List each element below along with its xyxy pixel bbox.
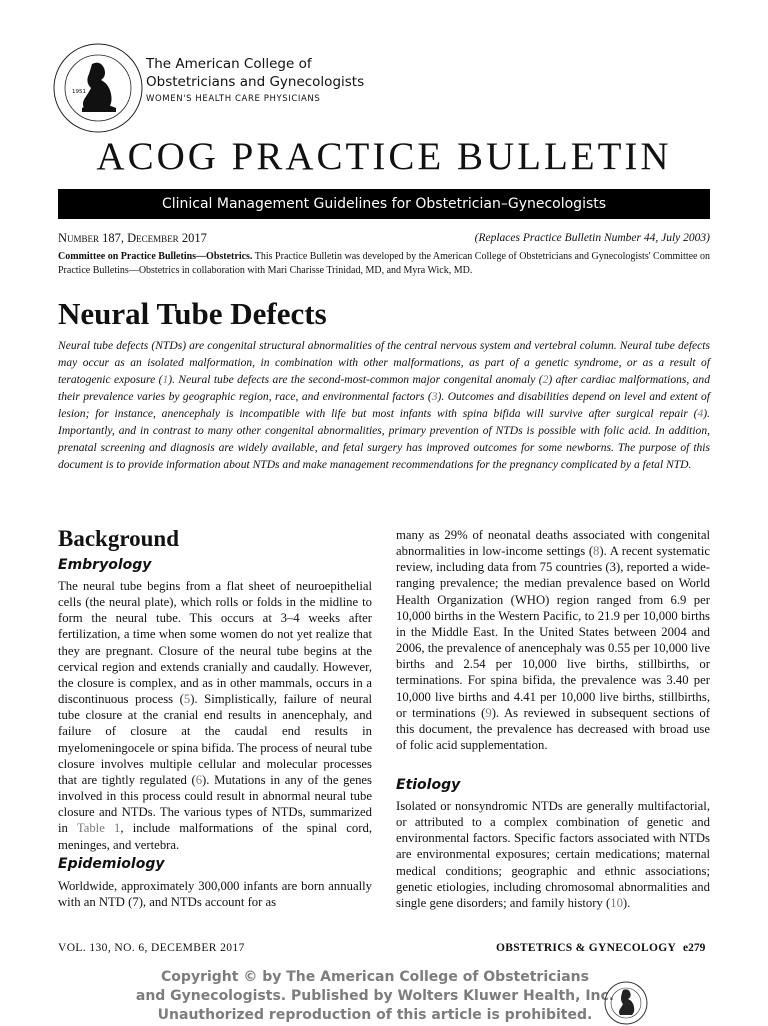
abstract: Neural tube defects (NTDs) are congenital structural abnormalities of the central nervous system and vertebral column. Neural tube defects may occur as an isolated malformation, in combination with other malformations, as part of a genetic syndrome, or as a result of teratogenic exposure (1). Neural tube defects are the second-most-common major congenital anomaly (2) after cardiac malformations, and their prevalence varies by geographic region, race, and environmental factors (3). Outcomes and disabilities depend on level and extent of lesion; for instance, anencephaly is incompatible with life but most infants with spina bifida will survive after surgical repair (4). Importantly, and in contrast to many other congenital abnormalities, primary prevention of NTDs is possible with folic acid. In addition, prenatal screening and diagnosis are widely available, and fetal surgery has improved outcomes for some newborns. The purpose of this document is to provide information about NTDs and make management recommendations for the pregnancy complicated by a fetal NTD. [58, 340, 710, 471]
footer-page-number: e279 [683, 942, 706, 954]
reference-link[interactable]: 4 [697, 408, 704, 420]
committee-text: This Practice Bulletin was developed by the American College of Obstetricians and Gynecologists' Committee on Practice Bulletins—Obstetrics in collaboration with Mari Charisse Trinidad, MD, and Myra Wick, MD. [58, 251, 710, 276]
reference-link[interactable]: 2 [542, 374, 549, 386]
table-reference-link[interactable]: Table 1 [76, 821, 121, 836]
seal-year: 1951 [72, 89, 86, 95]
reference-link[interactable]: 9 [485, 705, 492, 720]
subheading-epidemiology: Epidemiology [58, 856, 165, 872]
etiology-text: Isolated or nonsyndromic NTDs are generally multifactorial, or attributed to a complex combination of genetic and environmental factors. Specific factors associated with NTDs are environmental exposures; certain medications; maternal medical conditions; geographic and ethnic associations; genetic etiologies, including chromosomal abnormalities and single gene disorders; and family history (10). [396, 799, 710, 910]
reference-link[interactable]: 1 [162, 374, 169, 386]
footer-volume: VOL. 130, NO. 6, DECEMBER 2017 [58, 942, 245, 954]
replaces-note: (Replaces Practice Bulletin Number 44, July 2003) [474, 232, 710, 244]
org-name-line2: Obstetricians and Gynecologists [146, 74, 365, 90]
committee-name: Committee on Practice Bulletins—Obstetrics. [58, 251, 253, 262]
subtitle-bar: Clinical Management Guidelines for Obstetrician–Gynecologists [58, 189, 710, 219]
reference-link[interactable]: 6 [195, 772, 203, 787]
reference-link[interactable]: 5 [183, 692, 191, 707]
acog-small-seal-icon [603, 980, 649, 1026]
org-name-line1: The American College of [146, 56, 312, 72]
org-tagline: WOMEN'S HEALTH CARE PHYSICIANS [146, 94, 321, 104]
footer-journal: OBSTETRICS & GYNECOLOGY [496, 942, 677, 954]
document-title: Neural Tube Defects [58, 296, 327, 331]
acog-seal-logo [52, 42, 144, 134]
epidemiology-text-continued: many as 29% of neonatal deaths associated with congenital abnormalities in low-income settings (8). A recent systematic review, including data from 75 countries (3), reported a wide-ranging prevalence; the median prevalence based on World Health Organization (WHO) region ranged from 6.9 per 10,000 births in the Western Pacific, to 21.9 per 10,000 births in the Middle East. In the United States between 2004 and 2006, the prevalence of anencephaly was 0.55 per 10,000 live births and 2.54 per 10,000 live births, stillbirths, or terminations. For spina bifida, the prevalence was 3.40 per 10,000 live births and 4.41 per 10,000 live births, stillbirths, or terminations (9). As reviewed in subsequent sections of this document, the prevalence has decreased with broad use of folic acid supplementation. [396, 528, 710, 753]
subheading-embryology: Embryology [58, 557, 152, 573]
copyright-line: Unauthorized reproduction of this article is prohibited. [157, 1007, 593, 1023]
reference-link[interactable]: 8 [593, 544, 600, 559]
epidemiology-text: Worldwide, approximately 300,000 infants are born annually with an NTD (7), and NTDs account for as [58, 879, 372, 910]
reference-link[interactable]: 10 [610, 895, 623, 910]
section-heading-background: Background [58, 526, 180, 551]
copyright-line: Copyright © by The American College of Obstetricians [161, 969, 589, 985]
subheading-etiology: Etiology [396, 777, 461, 793]
reference-text: 7 [132, 895, 139, 910]
issue-number: Number 187, December 2017 [58, 231, 207, 245]
reference-link[interactable]: 3 [431, 391, 438, 403]
copyright-notice [90, 968, 660, 1025]
embryology-text: The neural tube begins from a flat sheet of neuroepithelial cells (the neural plate), which rolls or folds in the midline to form the neural tube. This occurs at 3–4 weeks after fertilization, a time when some women do not yet realize that they are pregnant. Closure of the neural tube begins at the cervical region and extends cranially and caudally. However, the closure is complex, and as in other mammals, occurs in a discontinuous process (5). Simplistically, failure of neural tube closure at the cranial end results in anencephaly, and failure of closure at the caudal end results in myelomeningocele or spina bifida. The process of neural tube closure involves multiple cellular and molecular processes that are tightly regulated (6). Mutations in any of the genes involved in this process could result in abnormal neural tube closure and NTDs. The various types of NTDs, summarized in Table 1, include malformations of the spinal cord, meninges, and vertebra. [58, 579, 372, 852]
bulletin-title: ACOG PRACTICE BULLETIN [96, 135, 672, 178]
copyright-line: and Gynecologists. Published by Wolters Kluwer Health, Inc. [135, 988, 615, 1004]
committee-note [58, 250, 710, 277]
